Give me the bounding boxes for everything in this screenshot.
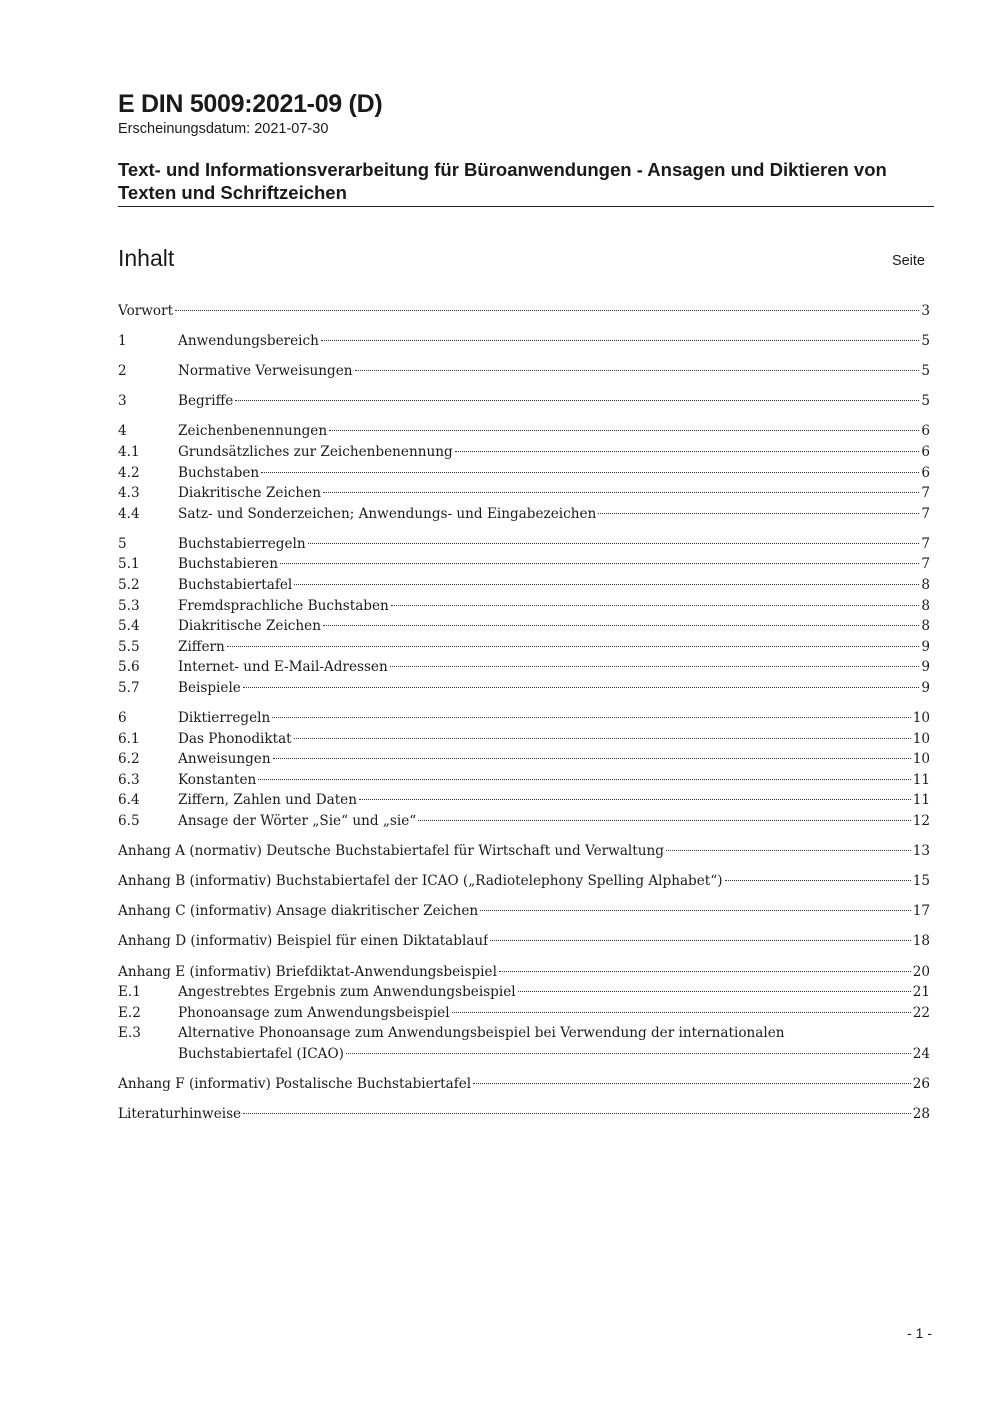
- toc-entry-number: 6.5: [118, 813, 140, 830]
- dot-leader: [391, 605, 920, 606]
- toc-entry[interactable]: [118, 871, 930, 892]
- toc-entry-page: 24: [912, 1045, 930, 1062]
- toc-entry-title: Diakritische Zeichen: [178, 485, 321, 502]
- toc-entry-page: 6: [921, 423, 930, 440]
- toc-entry-title: Zeichenbenennungen: [178, 423, 328, 440]
- toc-entry[interactable]: [118, 483, 930, 504]
- toc-entry[interactable]: [118, 841, 930, 862]
- toc-entry-number: 6: [118, 710, 127, 727]
- toc-entry[interactable]: [118, 534, 930, 555]
- toc-group: [118, 391, 930, 412]
- toc-entry-title: Alternative Phonoansage zum Anwendungsbeispiel bei Verwendung der internationalen: [178, 1025, 785, 1042]
- dot-leader: [321, 340, 919, 341]
- toc-entry-page: 7: [921, 535, 930, 552]
- toc-entry-number: 5.2: [118, 577, 140, 594]
- dot-leader: [455, 451, 920, 452]
- toc-entry[interactable]: [118, 678, 930, 699]
- toc-entry[interactable]: [118, 729, 930, 750]
- toc-entry-page: 22: [912, 1004, 930, 1021]
- toc-entry-title: Beispiele: [178, 680, 241, 696]
- toc-entry-number: 1: [118, 333, 127, 350]
- toc-entry[interactable]: [118, 1074, 930, 1095]
- toc-entry-number: 6.2: [118, 751, 140, 768]
- toc-entry-number: 4.1: [118, 443, 140, 460]
- dot-leader: [598, 513, 919, 514]
- toc-entry[interactable]: [118, 596, 930, 617]
- toc-group: [118, 361, 930, 382]
- dot-leader: [294, 738, 911, 739]
- dot-leader: [308, 543, 920, 544]
- toc-entry-page: 12: [912, 813, 930, 830]
- toc-entry[interactable]: [118, 637, 930, 658]
- toc-entry[interactable]: [118, 657, 930, 678]
- toc-entry-title: Anhang D (informativ) Beispiel für einen Diktatablauf: [118, 933, 489, 950]
- toc-entry-page: 9: [921, 638, 930, 655]
- toc-entry-title: Buchstabiertafel: [178, 577, 293, 594]
- toc-group: [118, 962, 930, 1065]
- toc-entry-page: 6: [921, 464, 930, 481]
- toc-entry-number: 5.4: [118, 618, 140, 635]
- toc-entry-title: Anhang E (informativ) Briefdiktat-Anwendungsbeispiel: [118, 963, 497, 980]
- dot-leader: [175, 310, 919, 311]
- toc-entry-number: E.1: [118, 984, 141, 1001]
- title-divider: [118, 206, 934, 207]
- dot-leader: [355, 370, 920, 371]
- toc-entry[interactable]: [118, 982, 930, 1003]
- toc-entry-page: 10: [912, 751, 930, 768]
- dot-leader: [480, 910, 911, 911]
- toc-entry-title: Begriffe: [178, 393, 234, 410]
- toc-entry[interactable]: [118, 931, 930, 952]
- toc-entry[interactable]: [118, 901, 930, 922]
- dot-leader: [235, 400, 919, 401]
- toc-group: [118, 1074, 930, 1095]
- toc-entry[interactable]: [118, 1023, 930, 1044]
- dot-leader: [499, 971, 911, 972]
- toc-entry-page: 13: [912, 843, 930, 860]
- toc-entry-number: 4: [118, 423, 127, 440]
- toc-entry[interactable]: [118, 962, 930, 983]
- table-of-contents: [118, 301, 930, 1134]
- publication-date: Erscheinungsdatum: 2021-07-30: [118, 121, 329, 137]
- toc-entry-title: Vorwort: [118, 303, 174, 319]
- toc-entry-title: Anhang B (informativ) Buchstabiertafel der ICAO („Radiotelephony Spelling Alphabet“): [118, 873, 723, 890]
- toc-group: [118, 421, 930, 524]
- toc-entry-number: 5.5: [118, 638, 140, 655]
- toc-entry-page: 6: [921, 443, 930, 460]
- dot-leader: [418, 820, 910, 821]
- dot-leader: [227, 646, 920, 647]
- toc-entry-title: Buchstabieren: [178, 556, 279, 573]
- toc-entry[interactable]: [118, 616, 930, 637]
- toc-entry-number: 3: [118, 393, 127, 410]
- toc-entry-number: E.3: [118, 1025, 141, 1042]
- toc-entry-page: 7: [921, 556, 930, 573]
- toc-entry-page: 11: [912, 792, 930, 809]
- toc-entry[interactable]: [118, 811, 930, 832]
- toc-entry-number: 5.3: [118, 597, 140, 614]
- dot-leader: [725, 880, 911, 881]
- toc-entry-page: 8: [921, 618, 930, 635]
- toc-entry-title: Angestrebtes Ergebnis zum Anwendungsbeispiel: [178, 984, 516, 1001]
- toc-entry-page: 5: [921, 393, 930, 410]
- toc-entry-page: 15: [912, 873, 930, 890]
- toc-entry-title: Buchstaben: [178, 464, 260, 481]
- toc-entry-page: 5: [921, 363, 930, 380]
- toc-entry[interactable]: [118, 1044, 930, 1065]
- toc-entry-page: 18: [912, 933, 930, 950]
- dot-leader: [280, 563, 919, 564]
- dot-leader: [273, 758, 911, 759]
- toc-group: [118, 871, 930, 892]
- toc-entry[interactable]: [118, 331, 930, 352]
- toc-entry-page: 20: [912, 963, 930, 980]
- toc-entry-page: 28: [912, 1106, 930, 1123]
- dot-leader: [294, 584, 919, 585]
- toc-entry-number: 5.1: [118, 556, 140, 573]
- dot-leader: [473, 1083, 911, 1084]
- dot-leader: [261, 472, 919, 473]
- toc-group: [118, 931, 930, 952]
- toc-entry-title: Anhang A (normativ) Deutsche Buchstabiertafel für Wirtschaft und Verwaltung: [118, 843, 664, 860]
- toc-entry-title: Buchstabierregeln: [178, 535, 306, 552]
- toc-entry[interactable]: [118, 1104, 930, 1125]
- dot-leader: [258, 779, 910, 780]
- toc-entry-title: Ansage der Wörter „Sie“ und „sie“: [178, 813, 417, 830]
- toc-entry-page: 10: [912, 710, 930, 727]
- toc-entry[interactable]: [118, 1003, 930, 1024]
- toc-entry-title: Anhang F (informativ) Postalische Buchstabiertafel: [118, 1076, 472, 1092]
- toc-entry-page: 3: [921, 303, 930, 319]
- dot-leader: [666, 850, 911, 851]
- toc-entry-page: 26: [912, 1076, 930, 1092]
- toc-entry-title: Fremdsprachliche Buchstaben: [178, 597, 389, 614]
- toc-group: [118, 708, 930, 832]
- toc-entry-title: Anhang C (informativ) Ansage diakritischer Zeichen: [118, 903, 479, 920]
- toc-entry-title: Anweisungen: [178, 751, 271, 768]
- dot-leader: [243, 687, 919, 688]
- toc-entry-number: 2: [118, 363, 127, 380]
- dot-leader: [243, 1113, 911, 1114]
- toc-entry[interactable]: [118, 442, 930, 463]
- toc-entry-title: Phonoansage zum Anwendungsbeispiel: [178, 1004, 450, 1021]
- toc-group: [118, 534, 930, 699]
- dot-leader: [452, 1012, 911, 1013]
- toc-entry-page: 7: [921, 505, 930, 522]
- toc-entry[interactable]: [118, 554, 930, 575]
- toc-entry-title: Das Phonodiktat: [178, 730, 292, 747]
- dot-leader: [390, 666, 920, 667]
- toc-entry-number: E.2: [118, 1004, 141, 1021]
- page-number: - 1 -: [907, 1325, 932, 1341]
- toc-group: [118, 301, 930, 322]
- toc-entry-number: 6.1: [118, 730, 140, 747]
- dot-leader: [490, 940, 910, 941]
- toc-entry-number: 6.4: [118, 792, 140, 809]
- toc-entry-number: 4.3: [118, 485, 140, 502]
- toc-entry[interactable]: [118, 575, 930, 596]
- toc-entry-page: 21: [912, 984, 930, 1001]
- toc-group: [118, 901, 930, 922]
- toc-entry-title: Ziffern, Zahlen und Daten: [178, 792, 357, 809]
- toc-group: [118, 331, 930, 352]
- toc-entry-page: 5: [921, 333, 930, 350]
- toc-entry-title: Buchstabiertafel (ICAO): [178, 1045, 344, 1062]
- toc-entry-title: Internet- und E-Mail-Adressen: [178, 659, 388, 676]
- toc-entry-page: 10: [912, 730, 930, 747]
- toc-entry-number: 4.2: [118, 464, 140, 481]
- dot-leader: [359, 799, 911, 800]
- toc-entry-title: Anwendungsbereich: [178, 333, 319, 350]
- toc-entry-number: 6.3: [118, 771, 140, 788]
- toc-entry-title: Normative Verweisungen: [178, 363, 353, 380]
- toc-entry-page: 9: [921, 680, 930, 696]
- toc-entry[interactable]: [118, 770, 930, 791]
- toc-page-column-label: Seite: [891, 253, 925, 269]
- toc-entry-title: Diktierregeln: [178, 710, 271, 727]
- toc-entry-number: 5: [118, 535, 127, 552]
- toc-entry[interactable]: [118, 790, 930, 811]
- dot-leader: [323, 625, 919, 626]
- toc-entry-page: 9: [921, 659, 930, 676]
- toc-group: [118, 841, 930, 862]
- toc-entry[interactable]: [118, 504, 930, 525]
- toc-entry-number: 5.7: [118, 680, 140, 696]
- toc-entry[interactable]: [118, 421, 930, 442]
- dot-leader: [518, 991, 911, 992]
- document-title: Text- und Informationsverarbeitung für Büroanwendungen - Ansagen und Diktieren von Texten und Schriftzeichen: [118, 159, 887, 203]
- toc-entry-title: Literaturhinweise: [118, 1106, 242, 1123]
- toc-entry[interactable]: [118, 463, 930, 484]
- toc-entry-number: 4.4: [118, 505, 140, 522]
- toc-entry-page: 11: [912, 771, 930, 788]
- toc-heading: Inhalt: [118, 245, 175, 271]
- toc-group: [118, 1104, 930, 1125]
- toc-entry-title: Satz- und Sonderzeichen; Anwendungs- und Eingabezeichen: [178, 505, 597, 522]
- toc-entry-page: 8: [921, 577, 930, 594]
- toc-entry-title: Konstanten: [178, 771, 257, 788]
- toc-entry[interactable]: [118, 708, 930, 729]
- dot-leader: [329, 430, 919, 431]
- dot-leader: [346, 1053, 911, 1054]
- toc-entry-title: Ziffern: [178, 638, 225, 655]
- document-id: E DIN 5009:2021-09 (D): [118, 90, 383, 118]
- toc-entry[interactable]: [118, 361, 930, 382]
- toc-entry[interactable]: [118, 749, 930, 770]
- dot-leader: [323, 492, 919, 493]
- toc-entry-number: 5.6: [118, 659, 140, 676]
- toc-entry[interactable]: [118, 391, 930, 412]
- toc-entry-page: 17: [912, 903, 930, 920]
- toc-entry-title: Grundsätzliches zur Zeichenbenennung: [178, 443, 453, 460]
- dot-leader: [272, 717, 910, 718]
- toc-entry-title: Diakritische Zeichen: [178, 618, 321, 635]
- toc-entry-page: 7: [921, 485, 930, 502]
- toc-entry-page: 8: [921, 597, 930, 614]
- toc-entry[interactable]: [118, 301, 930, 322]
